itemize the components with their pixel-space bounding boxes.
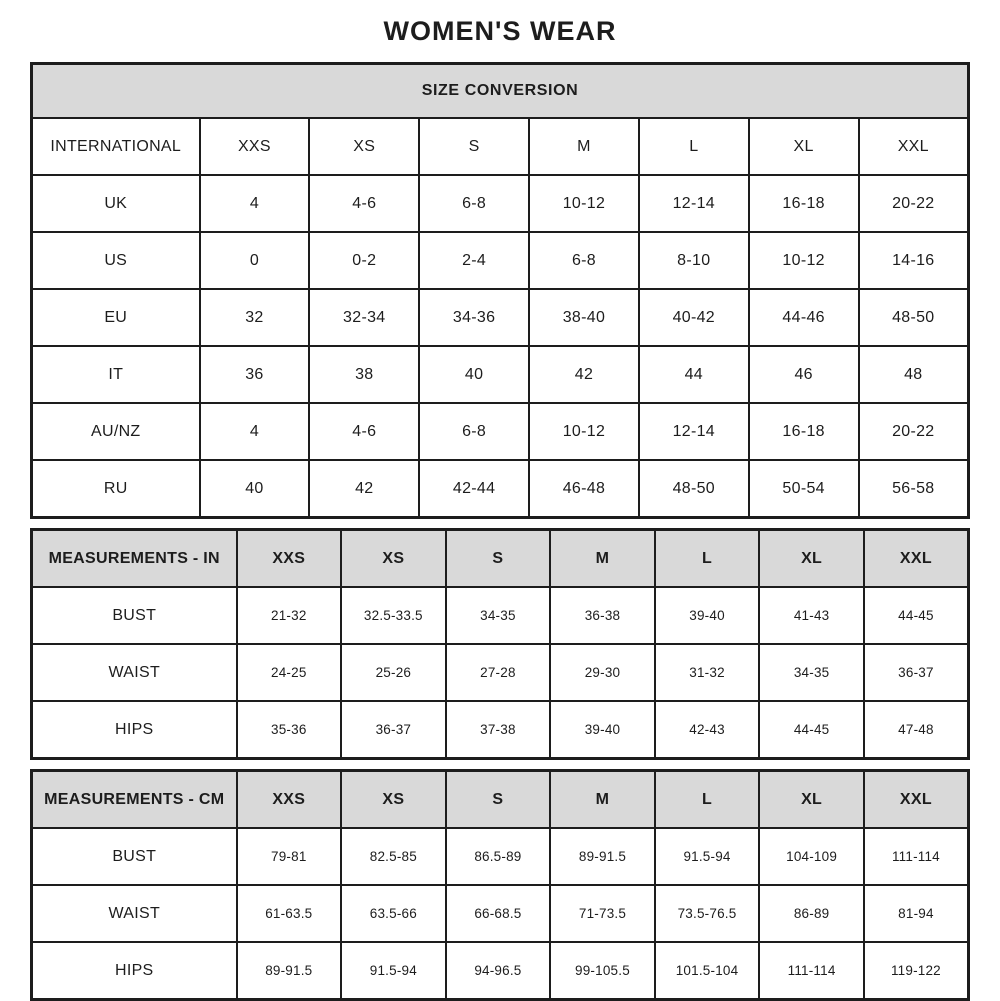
measurements_cm-data-row xyxy=(32,942,969,1000)
measurements_cm-col-xxs: XXS xyxy=(237,771,342,829)
data-cell: 61-63.5 xyxy=(237,885,342,942)
size_conversion-col-xxl: XXL xyxy=(859,118,969,175)
size_conversion-banner: SIZE CONVERSION xyxy=(32,64,969,119)
size-conversion-table xyxy=(30,62,970,519)
data-cell: 34-36 xyxy=(419,289,529,346)
data-cell: 111-114 xyxy=(759,942,864,1000)
measurements_cm-col-m: M xyxy=(550,771,655,829)
data-cell: 20-22 xyxy=(859,175,969,232)
size_conversion-data-row xyxy=(32,289,969,346)
data-cell: 38 xyxy=(309,346,419,403)
size_conversion-row-label-uk: UK xyxy=(32,175,200,232)
size_conversion-data-row xyxy=(32,346,969,403)
data-cell: 41-43 xyxy=(759,587,864,644)
data-cell: 47-48 xyxy=(864,701,969,759)
data-cell: 111-114 xyxy=(864,828,969,885)
measurements-cm-table xyxy=(30,769,970,1001)
size_conversion-row-label-us: US xyxy=(32,232,200,289)
data-cell: 44-45 xyxy=(864,587,969,644)
data-cell: 25-26 xyxy=(341,644,446,701)
data-cell: 48-50 xyxy=(639,460,749,518)
measurements_cm-row-label-bust: BUST xyxy=(32,828,237,885)
data-cell: 4-6 xyxy=(309,403,419,460)
data-cell: 63.5-66 xyxy=(341,885,446,942)
data-cell: 12-14 xyxy=(639,403,749,460)
data-cell: 12-14 xyxy=(639,175,749,232)
size_conversion-col-l: L xyxy=(639,118,749,175)
data-cell: 2-4 xyxy=(419,232,529,289)
measurements_cm-col-s: S xyxy=(446,771,551,829)
data-cell: 86-89 xyxy=(759,885,864,942)
data-cell: 32.5-33.5 xyxy=(341,587,446,644)
measurements_cm-row-label-hips: HIPS xyxy=(32,942,237,1000)
data-cell: 32-34 xyxy=(309,289,419,346)
data-cell: 0-2 xyxy=(309,232,419,289)
data-cell: 6-8 xyxy=(419,175,529,232)
data-cell: 4-6 xyxy=(309,175,419,232)
size_conversion-col-xxs: XXS xyxy=(200,118,310,175)
measurements_in-col-xl: XL xyxy=(759,530,864,588)
data-cell: 82.5-85 xyxy=(341,828,446,885)
measurements_cm-row-label-waist: WAIST xyxy=(32,885,237,942)
measurements_cm-data-row xyxy=(32,885,969,942)
data-cell: 14-16 xyxy=(859,232,969,289)
data-cell: 79-81 xyxy=(237,828,342,885)
data-cell: 31-32 xyxy=(655,644,760,701)
data-cell: 8-10 xyxy=(639,232,749,289)
measurements_cm-col-xl: XL xyxy=(759,771,864,829)
data-cell: 35-36 xyxy=(237,701,342,759)
data-cell: 101.5-104 xyxy=(655,942,760,1000)
data-cell: 91.5-94 xyxy=(655,828,760,885)
measurements_in-header-label: MEASUREMENTS - IN xyxy=(32,530,237,588)
data-cell: 42-43 xyxy=(655,701,760,759)
size_conversion-banner-row xyxy=(32,64,969,119)
data-cell: 91.5-94 xyxy=(341,942,446,1000)
measurements_cm-header-label: MEASUREMENTS - CM xyxy=(32,771,237,829)
data-cell: 34-35 xyxy=(759,644,864,701)
data-cell: 44 xyxy=(639,346,749,403)
measurements_in-col-s: S xyxy=(446,530,551,588)
data-cell: 21-32 xyxy=(237,587,342,644)
size_conversion-col-m: M xyxy=(529,118,639,175)
data-cell: 99-105.5 xyxy=(550,942,655,1000)
data-cell: 56-58 xyxy=(859,460,969,518)
data-cell: 24-25 xyxy=(237,644,342,701)
measurements-in-table xyxy=(30,528,970,760)
data-cell: 27-28 xyxy=(446,644,551,701)
measurements_in-row-label-hips: HIPS xyxy=(32,701,237,759)
measurements_in-col-xxs: XXS xyxy=(237,530,342,588)
size_conversion-data-row xyxy=(32,175,969,232)
size_conversion-row-label-eu: EU xyxy=(32,289,200,346)
data-cell: 44-45 xyxy=(759,701,864,759)
data-cell: 39-40 xyxy=(655,587,760,644)
measurements_in-row-label-waist: WAIST xyxy=(32,644,237,701)
data-cell: 94-96.5 xyxy=(446,942,551,1000)
size_conversion-data-row xyxy=(32,232,969,289)
data-cell: 40 xyxy=(200,460,310,518)
data-cell: 46 xyxy=(749,346,859,403)
data-cell: 39-40 xyxy=(550,701,655,759)
data-cell: 46-48 xyxy=(529,460,639,518)
size_conversion-data-row xyxy=(32,403,969,460)
measurements_cm-col-xs: XS xyxy=(341,771,446,829)
size_conversion-row-label-it: IT xyxy=(32,346,200,403)
data-cell: 50-54 xyxy=(749,460,859,518)
data-cell: 40-42 xyxy=(639,289,749,346)
measurements_in-data-row xyxy=(32,587,969,644)
data-cell: 32 xyxy=(200,289,310,346)
data-cell: 34-35 xyxy=(446,587,551,644)
measurements_cm-data-row xyxy=(32,828,969,885)
data-cell: 6-8 xyxy=(419,403,529,460)
measurements_in-data-row xyxy=(32,701,969,759)
data-cell: 38-40 xyxy=(529,289,639,346)
measurements_in-col-xs: XS xyxy=(341,530,446,588)
data-cell: 4 xyxy=(200,175,310,232)
measurements_in-col-xxl: XXL xyxy=(864,530,969,588)
size_conversion-header-label: INTERNATIONAL xyxy=(32,118,200,175)
measurements_in-row-label-bust: BUST xyxy=(32,587,237,644)
data-cell: 89-91.5 xyxy=(237,942,342,1000)
size_conversion-data-row xyxy=(32,460,969,518)
size_conversion-columns-row xyxy=(32,118,969,175)
data-cell: 37-38 xyxy=(446,701,551,759)
data-cell: 40 xyxy=(419,346,529,403)
data-cell: 29-30 xyxy=(550,644,655,701)
data-cell: 73.5-76.5 xyxy=(655,885,760,942)
data-cell: 0 xyxy=(200,232,310,289)
data-cell: 89-91.5 xyxy=(550,828,655,885)
measurements_in-col-l: L xyxy=(655,530,760,588)
data-cell: 16-18 xyxy=(749,175,859,232)
data-cell: 10-12 xyxy=(749,232,859,289)
data-cell: 42 xyxy=(529,346,639,403)
size_conversion-col-xl: XL xyxy=(749,118,859,175)
data-cell: 36-37 xyxy=(864,644,969,701)
data-cell: 36-37 xyxy=(341,701,446,759)
measurements_cm-columns-row xyxy=(32,771,969,829)
data-cell: 44-46 xyxy=(749,289,859,346)
size_conversion-col-xs: XS xyxy=(309,118,419,175)
data-cell: 48 xyxy=(859,346,969,403)
data-cell: 4 xyxy=(200,403,310,460)
data-cell: 10-12 xyxy=(529,403,639,460)
data-cell: 42 xyxy=(309,460,419,518)
measurements_in-columns-row xyxy=(32,530,969,588)
data-cell: 119-122 xyxy=(864,942,969,1000)
data-cell: 66-68.5 xyxy=(446,885,551,942)
size_conversion-row-label-au-nz: AU/NZ xyxy=(32,403,200,460)
page-title: WOMEN'S WEAR xyxy=(383,16,617,46)
data-cell: 10-12 xyxy=(529,175,639,232)
data-cell: 86.5-89 xyxy=(446,828,551,885)
size_conversion-row-label-ru: RU xyxy=(32,460,200,518)
measurements_in-data-row xyxy=(32,644,969,701)
data-cell: 20-22 xyxy=(859,403,969,460)
data-cell: 48-50 xyxy=(859,289,969,346)
measurements_cm-col-l: L xyxy=(655,771,760,829)
measurements_cm-col-xxl: XXL xyxy=(864,771,969,829)
data-cell: 36-38 xyxy=(550,587,655,644)
data-cell: 6-8 xyxy=(529,232,639,289)
data-cell: 104-109 xyxy=(759,828,864,885)
data-cell: 42-44 xyxy=(419,460,529,518)
size_conversion-col-s: S xyxy=(419,118,529,175)
data-cell: 71-73.5 xyxy=(550,885,655,942)
measurements_in-col-m: M xyxy=(550,530,655,588)
data-cell: 36 xyxy=(200,346,310,403)
data-cell: 16-18 xyxy=(749,403,859,460)
data-cell: 81-94 xyxy=(864,885,969,942)
